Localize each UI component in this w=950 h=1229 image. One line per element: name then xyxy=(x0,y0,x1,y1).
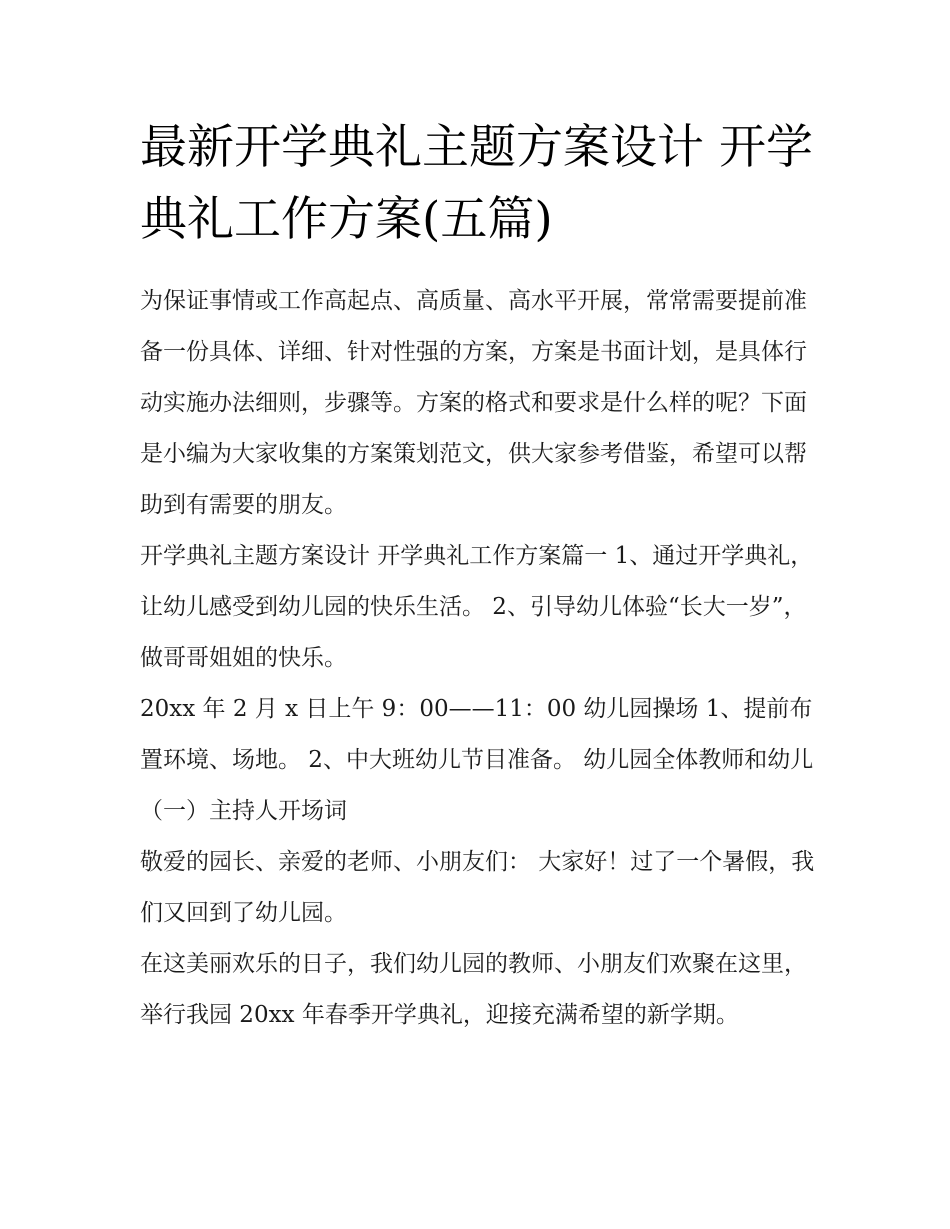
document-title: 最新开学典礼主题方案设计 开学典礼工作方案(五篇) xyxy=(140,120,813,247)
document-body xyxy=(140,276,820,1041)
paragraph-greeting: 敬爱的园长、亲爱的老师、小朋友们： 大家好！过了一个暑假，我们又回到了幼儿园。 xyxy=(140,849,815,926)
paragraph-intro: 为保证事情或工作高起点、高质量、高水平开展，常常需要提前准备一份具体、详细、针对性强的方案，方案是书面计划，是具体行动实施办法细则，步骤等。方案的格式和要求是什么样的呢？下面是小编为大家收集的方案策划范文，供大家参考借鉴，希望可以帮助到有需要的朋友。 xyxy=(140,288,807,518)
paragraph-purpose: 开学典礼主题方案设计 开学典礼工作方案篇一 1、通过开学典礼，让幼儿感受到幼儿园的快乐生活。 2、引导幼儿体验“长大一岁”，做哥哥姐姐的快乐。 xyxy=(140,543,814,671)
paragraph-schedule: 20xx 年 2 月 x 日上午 9：00——11：00 幼儿园操场 1、提前布置环境、场地。 2、中大班幼儿节目准备。 幼儿园全体教师和幼儿 （一）主持人开场词 xyxy=(140,696,814,824)
paragraph-opening: 在这美丽欢乐的日子，我们幼儿园的教师、小朋友们欢聚在这里，举行我园 20xx 年春季开学典礼，迎接充满希望的新学期。 xyxy=(140,951,807,1028)
